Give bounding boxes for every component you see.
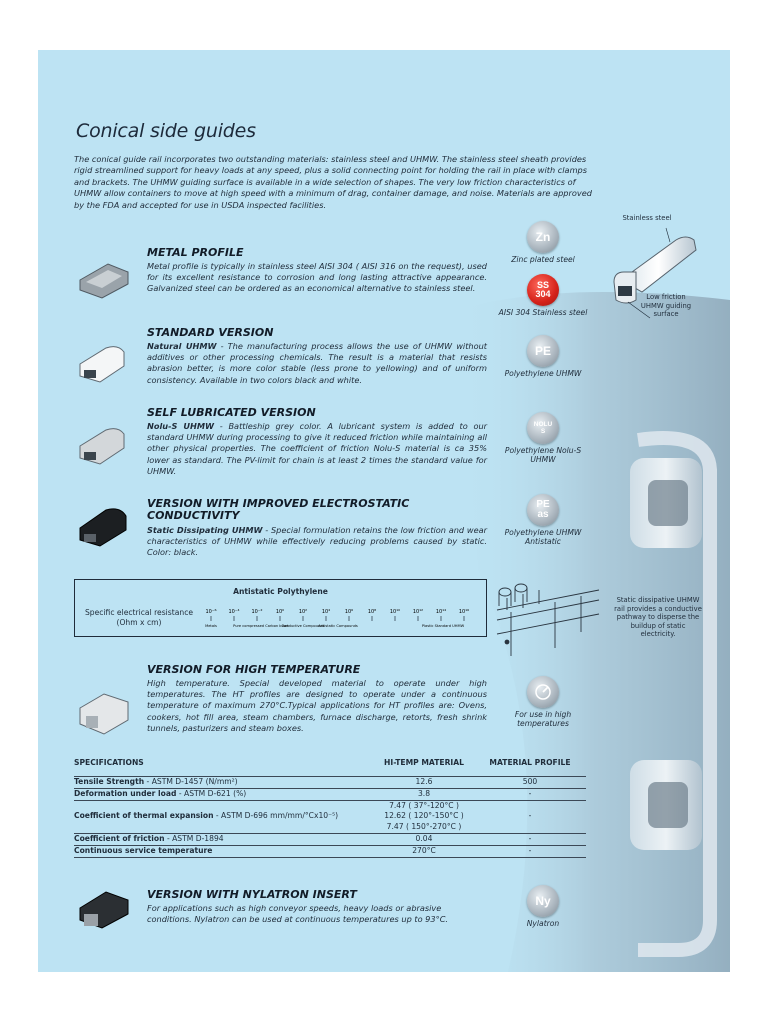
section-body-self-lubricated: Nolu-S UHMW - Battleship grey color. A lubricant system is added to our standard UHMW during processing to give it reduced friction while maintaining all other physical properties. The coefficient of friction Nolu-S material is ca 35% lower as standard. The PV-limit for chain is at least 2 times the standard value for UHMW. bbox=[147, 421, 488, 476]
table-row: Tensile Strength - ASTM D-1457 (N/mm²) 12.6 500 bbox=[74, 777, 586, 789]
callout-stainless-steel: Stainless steel bbox=[622, 214, 672, 222]
scale-category-label: Metals bbox=[205, 624, 217, 628]
badge-caption-high-temp: For use in high temperatures bbox=[514, 710, 572, 729]
badge-ss304: SS 304 bbox=[527, 274, 559, 306]
scale-tick-label: 10¹⁰ bbox=[389, 609, 401, 615]
temperature-gauge-glyph bbox=[533, 682, 553, 702]
metal-profile-image bbox=[76, 258, 132, 302]
badge-caption-ss304: AISI 304 Stainless steel bbox=[498, 308, 588, 317]
callout-low-friction: Low friction UHMW guiding surface bbox=[640, 293, 692, 319]
conveyor-sketch bbox=[493, 572, 603, 664]
table-row: Coefficient of thermal expansion - ASTM D-696 mm/mm/°Cx10⁻⁵) 7.47 ( 37°-120°C ) 12.62 ( 120°-150°C ) 7.47 ( 150°-270°C ) - bbox=[74, 800, 586, 833]
temperature-gauge-icon bbox=[527, 676, 559, 708]
section-title-self-lubricated: SELF LUBRICATED VERSION bbox=[147, 406, 316, 419]
scale-category-label: Antistatic Compounds bbox=[318, 624, 358, 628]
badge-nylatron: Ny bbox=[527, 885, 559, 917]
badge-caption-nylatron: Nylatron bbox=[526, 919, 560, 928]
badge-caption-zn: Zinc plated steel bbox=[511, 255, 575, 264]
scale-tick-label: 10⁰ bbox=[275, 609, 285, 615]
section-title-nylatron: VERSION WITH NYLATRON INSERT bbox=[147, 888, 357, 901]
scale-category-label: Pure compressed Carbon black bbox=[233, 624, 289, 628]
scale-tick-label: 10² bbox=[298, 609, 308, 615]
table-row: Coefficient of friction - ASTM D-1894 0.04 - bbox=[74, 833, 586, 845]
scale-category-label: Plastic Standard UHMW bbox=[421, 624, 465, 628]
antistatic-row-label: Specific electrical resistance (Ohm x cm) bbox=[84, 608, 194, 627]
section-title-standard-version: STANDARD VERSION bbox=[147, 326, 274, 339]
scale-tick-label: 10¹⁶ bbox=[458, 609, 470, 615]
section-body-high-temperature: High temperature. Special developed material to operate under high temperatures. The HT profiles are designed to operate under a continuous temperature of maximum 270°C.Typical applications for HT profiles are: Ovens, cookers, hot fill area, steam chambers, furnace discharge, retorts, fresh shrink tunnels, pasturizers and steam boxes. bbox=[147, 678, 487, 733]
specifications-table bbox=[74, 756, 586, 858]
section-body-nylatron: For applications such as high conveyor speeds, heavy loads or abrasive conditions. Nylatron can be used at continuous temperatures up to 93°C. bbox=[147, 903, 449, 925]
badge-caption-nolu-s: Polyethylene Nolu-S UHMW bbox=[504, 446, 582, 465]
standard-profile-image bbox=[76, 338, 130, 386]
scale-tick-label: 10⁻² bbox=[251, 609, 263, 615]
section-body-metal-profile: Metal profile is typically in stainless steel AISI 304 ( AISI 316 on the request), used for its excellent resistance to corrosion and long lasting attractive appearance. Galvanized steel can be ordered as an economical alternative to stainless steel. bbox=[147, 261, 487, 294]
spec-header-profile: MATERIAL PROFILE bbox=[489, 758, 571, 767]
intro-paragraph: The conical guide rail incorporates two outstanding materials: stainless steel and UHMW. The stainless steel sheath provides rigid streamlined support for heavy loads at any speed, plus a solid connecting point for holding the rail in place with clamps and brackets. The UHMW guiding surface is available in a wide selection of shapes. The very low friction characteristics of UHMW allow containers to move at high speed with a minimum of drag, container damage, and noise. Materials are approved by the FDA and accepted for use in USDA inspected facilities. bbox=[74, 154, 592, 210]
badge-pe-as: PE as bbox=[527, 494, 559, 526]
table-row: Continuous service temperature 270°C - bbox=[74, 845, 586, 857]
section-title-metal-profile: METAL PROFILE bbox=[147, 246, 244, 259]
section-body-standard-version: Natural UHMW - The manufacturing process allows the use of UHMW without additives or other processing chemicals. The result is a material that resists abrasion better, is more color stable (less prone to yellowing) and of uniform consistency. Available in two colors black and white. bbox=[147, 341, 487, 385]
badge-caption-pe-as: Polyethylene UHMW Antistatic bbox=[504, 528, 582, 547]
section-title-high-temperature: VERSION FOR HIGH TEMPERATURE bbox=[147, 663, 361, 676]
high-temperature-profile-image bbox=[76, 682, 132, 736]
scale-tick-label: 10⁴ bbox=[321, 609, 331, 615]
nylatron-profile-image bbox=[76, 882, 132, 932]
scale-category-label: Conductive Compounds bbox=[281, 624, 325, 628]
scale-tick-label: 10⁶ bbox=[344, 609, 354, 615]
scale-tick-label: 10⁸ bbox=[367, 609, 377, 615]
table-row: Deformation under load - ASTM D-621 (%) 3.8 - bbox=[74, 788, 586, 800]
resistance-scale bbox=[203, 606, 479, 636]
badge-nolu-s: NOLU S bbox=[527, 412, 559, 444]
catalog-page bbox=[38, 50, 730, 972]
antistatic-chart-title: Antistatic Polythylene bbox=[233, 587, 328, 596]
self-lubricated-profile-image bbox=[76, 420, 130, 468]
scale-tick-label: 10¹⁴ bbox=[435, 609, 447, 615]
antistatic-resistance-chart bbox=[74, 579, 487, 637]
spec-header-name: SPECIFICATIONS bbox=[74, 758, 144, 767]
callout-static-dissipative: Static dissipative UHMW rail provides a conductive pathway to disperse the buildup of static electricity. bbox=[614, 596, 702, 639]
electrostatic-profile-image bbox=[76, 500, 132, 550]
spec-header-hitemp: HI-TEMP MATERIAL bbox=[384, 758, 464, 767]
scale-tick-label: 10⁻⁶ bbox=[205, 609, 217, 615]
page-title: Conical side guides bbox=[76, 120, 256, 142]
section-title-electrostatic: VERSION WITH IMPROVED ELECTROSTATIC CONDUCTIVITY bbox=[147, 497, 410, 522]
scale-tick-label: 10¹² bbox=[412, 609, 424, 615]
section-body-electrostatic: Static Dissipating UHMW - Special formulation retains the low friction and wear characteristics of UHMW while effectively reducing problems caused by static. Color: black. bbox=[147, 525, 487, 558]
badge-pe: PE bbox=[527, 335, 559, 367]
badge-caption-pe: Polyethylene UHMW bbox=[504, 369, 582, 378]
scale-tick-label: 10⁻⁴ bbox=[228, 609, 240, 615]
badge-zn: Zn bbox=[527, 221, 559, 253]
